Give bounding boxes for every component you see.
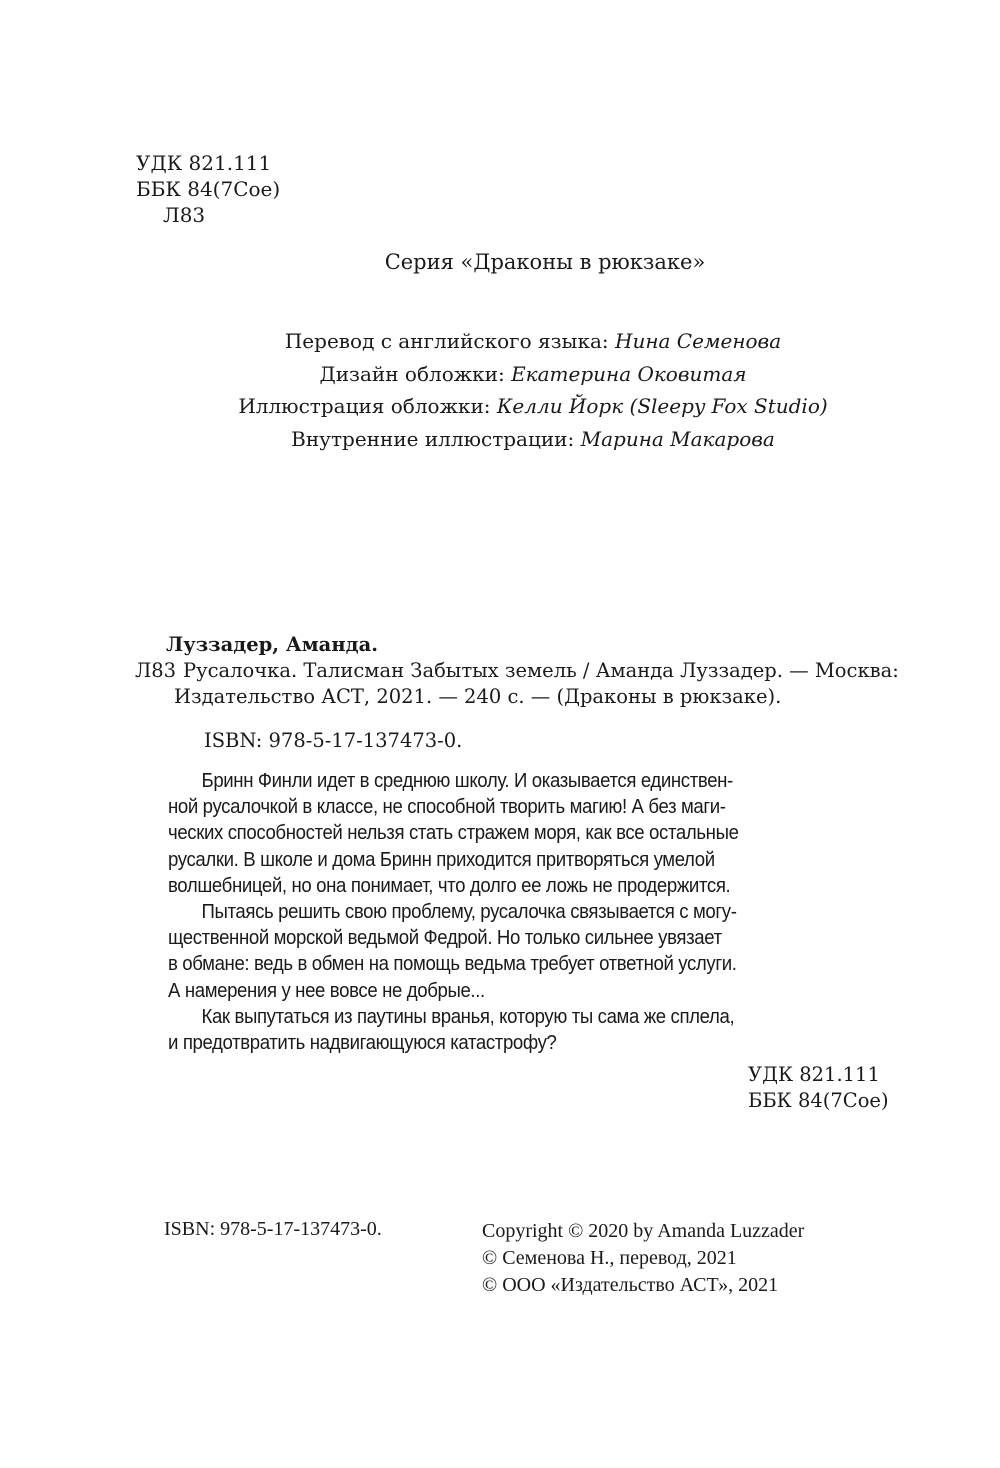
credits-block: [0, 325, 1000, 455]
credit-name: Екатерина Оковитая: [511, 361, 747, 386]
author-mark: Л83: [163, 203, 206, 227]
credit-label: Дизайн обложки:: [319, 361, 505, 386]
annotation-line: щественной морской ведьмой Федрой. Но только сильнее увязает: [168, 927, 722, 950]
credit-cover-design: [0, 358, 1000, 391]
annotation-line: волшебницей, но она понимает, что долго ее ложь не продержится.: [168, 874, 731, 897]
credit-label: Внутренние иллюстрации:: [291, 426, 575, 451]
annotation-paragraph: [168, 1004, 826, 1056]
annotation-line: А намерения у нее вовсе не добрые...: [168, 979, 485, 1002]
credit-name: Келли Йорк (Sleepy Fox Studio): [496, 394, 828, 418]
annotation-line: и предотвратить надвигающуюся катастрофу?: [168, 1032, 557, 1055]
copyright-line: Copyright © 2020 by Amanda Luzzader: [482, 1220, 805, 1242]
copyright-block: [482, 1218, 804, 1299]
credit-name: Нина Семенова: [615, 329, 782, 353]
udk-code: УДК 821.111: [748, 1063, 880, 1086]
annotation-line: ной русалочкой в классе, не способной творить магию! А без маги-: [168, 796, 726, 819]
credit-interior-illustrations: [0, 423, 1000, 456]
classification-block-bottom: [748, 1062, 889, 1114]
copyright-line: © Семенова Н., перевод, 2021: [482, 1247, 737, 1269]
annotation-paragraph: [168, 768, 826, 899]
annotation: [168, 768, 826, 1056]
annotation-line: Как выпутаться из паутины вранья, которую ты сама же сплела,: [201, 1005, 735, 1028]
annotation-line: русалки. В школе и дома Бринн приходится притворяться умелой: [168, 848, 715, 871]
classification-block-top: [136, 150, 280, 228]
credit-cover-illustration: [0, 390, 1000, 423]
bibliographic-record: [135, 632, 905, 754]
udk-code: УДК 821.111: [136, 151, 272, 175]
series-title: Серия «Драконы в рюкзаке»: [384, 250, 706, 274]
record-line-1: [135, 658, 905, 684]
annotation-line: Пытаясь решить свою проблему, русалочка связывается с могу-: [201, 901, 737, 924]
annotation-line: ческих способностей нельзя стать стражем моря, как все остальные: [168, 822, 739, 845]
footer-isbn: ISBN: 978-5-17-137473-0.: [164, 1218, 382, 1240]
credit-label: Перевод с английского языка:: [284, 329, 609, 353]
annotation-line: Бринн Финли идет в среднюю школу. И оказывается единствен-: [201, 770, 733, 792]
bbk-code: ББК 84(7Сое): [748, 1089, 889, 1112]
credit-label: Иллюстрация обложки:: [238, 394, 491, 418]
record-isbn: ISBN: 978-5-17-137473-0.: [204, 729, 463, 752]
copyright-line: © ООО «Издательство АСТ», 2021: [482, 1274, 779, 1296]
credit-name: Марина Макарова: [580, 426, 775, 451]
author-mark: Л83: [135, 659, 177, 682]
record-text: Русалочка. Талисман Забытых земель / Аманда Луззадер. — Москва:: [183, 659, 899, 682]
author-heading: Луззадер, Аманда.: [166, 633, 379, 656]
record-line-2: Издательство АСТ, 2021. — 240 с. — (Драконы в рюкзаке).: [174, 685, 782, 708]
annotation-line: в обмане: ведь в обмен на помощь ведьма требует ответной услуги.: [168, 953, 737, 976]
annotation-paragraph: [168, 899, 826, 1004]
bbk-code: ББК 84(7Сое): [136, 177, 281, 201]
credit-translation: [0, 325, 1000, 358]
